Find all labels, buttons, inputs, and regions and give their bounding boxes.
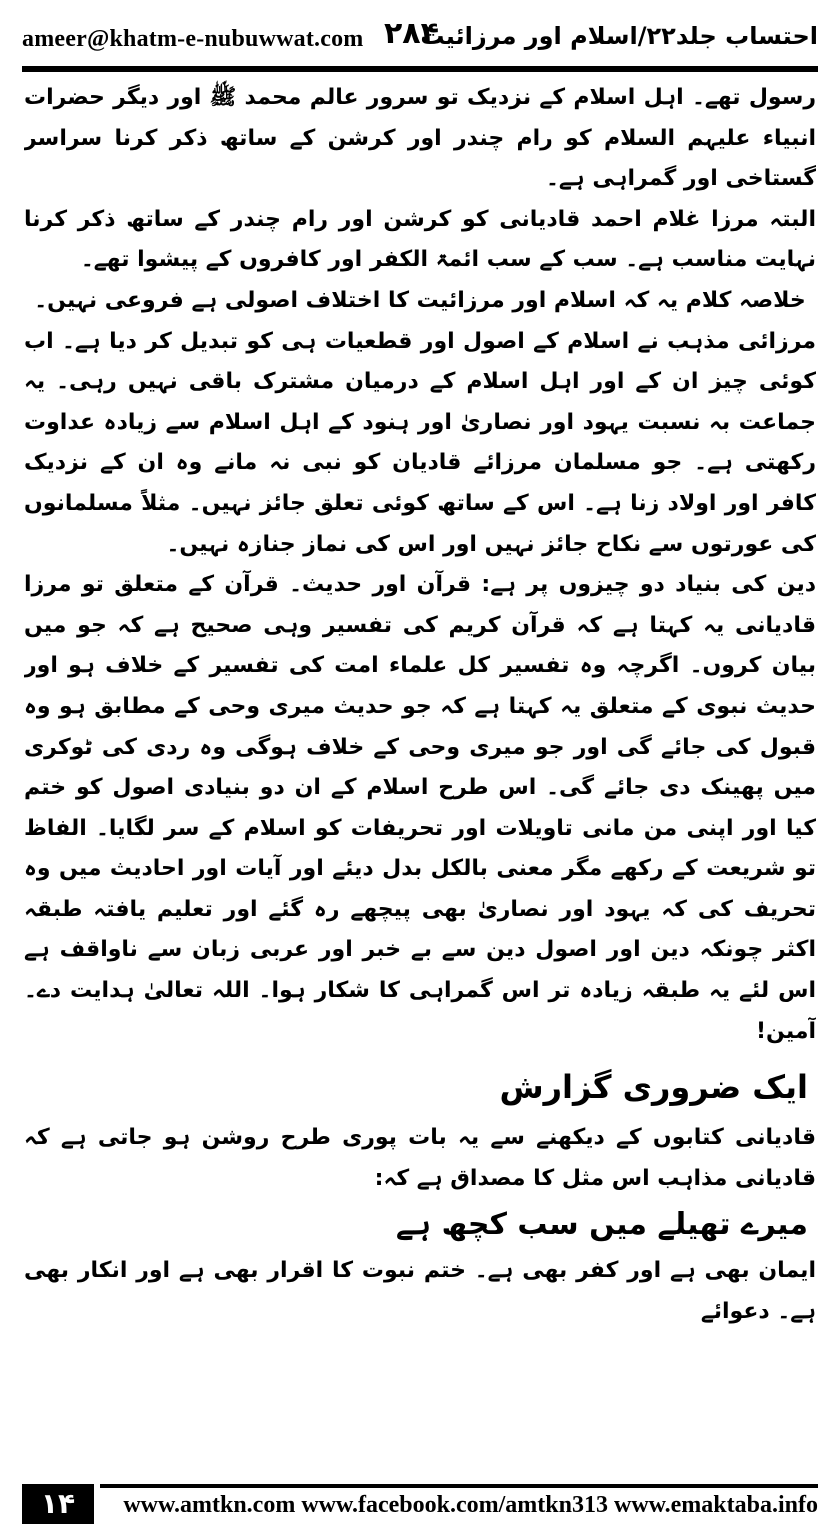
body-paragraph: مرزائی مذہب نے اسلام کے اصول اور قطعیات ہی کو تبدیل کر دیا ہے۔ اب کوئی چیز ان کے اور اہل اسلام کے درمیان مشترک باقی نہیں رہی۔ یہ جماعت بہ نسبت یہود اور نصاریٰ اور ہنود کے اہل اسلام سے زیادہ عداوت رکھتی ہے۔ جو مسلمان مرزائے قادیان کو نبی نہ مانے وہ ان کے نزدیک کافر اور اولاد زنا ہے۔ اس کے ساتھ کوئی تعلق جائز نہیں۔ مثلاً مسلمانوں کی عورتوں سے نکاح جائز نہیں اور اس کی نماز جنازہ نہیں۔ [24,328,816,557]
page-header [22,14,818,64]
closing-paragraph: ایمان بھی ہے اور کفر بھی ہے۔ ختم نبوت کا اقرار بھی ہے اور انکار بھی ہے۔ دعوائے [24,1258,816,1325]
footer-page-number: ۱۴ [22,1484,94,1524]
footer-links: www.amtkn.com www.facebook.com/amtkn313 www.emaktaba.info [123,1492,818,1518]
section-paragraph: قادیانی کتابوں کے دیکھنے سے یہ بات پوری طرح روشن ہو جاتی ہے کہ قادیانی مذاہب اس مثل کا مصداق ہے کہ: [24,1125,816,1191]
page-footer [22,1484,818,1526]
header-rule [22,66,818,72]
body-paragraph: البتہ مرزا غلام احمد قادیانی کو کرشن اور رام چندر کے ساتھ ذکر کرنا نہایت مناسب ہے۔ سب کے سب ائمۃ الکفر اور کافروں کے پیشوا تھے۔ [24,206,816,273]
summary-line: خلاصہ کلام یہ کہ اسلام اور مرزائیت کا اختلاف اصولی ہے فروعی نہیں۔ [34,287,806,313]
body-paragraph: رسول تھے۔ اہل اسلام کے نزدیک تو سرور عالم محمد ﷺ اور دیگر حضرات انبیاء علیہم السلام کو رام چندر اور کرشن کے ساتھ ذکر کرنا سراسر گستاخی اور گمراہی ہے۔ [24,85,816,192]
header-book-title: احتساب جلد۲۲/اسلام اور مرزائیت [420,22,818,50]
header-email: ameer@khatm-e-nubuwwat.com [22,26,364,52]
body-paragraph: دین کی بنیاد دو چیزوں پر ہے: قرآن اور حدیث۔ قرآن کے متعلق تو مرزا قادیانی یہ کہتا ہے کہ قرآن کریم کی تفسیر وہی صحیح ہے کہ جو میں بیان کروں۔ اگرچہ وہ تفسیر کل علماء امت کی تفسیر کے خلاف ہو اور حدیث نبوی کے متعلق یہ کہتا ہے کہ جو حدیث میری وحی کے مطابق ہو وہ قبول کی جائے گی اور جو میری وحی کے خلاف ہوگی وہ ردی کی ٹوکری میں پھینک دی جائے گی۔ اس طرح اسلام کے ان دو بنیادی اصول کو ختم کیا اور اپنی من مانی تاویلات اور تحریفات کو اسلام کے سر لگایا۔ الفاظ تو شریعت کے رکھے مگر معنی بالکل بدل دیئے اور آیات اور احادیث میں وہ تحریف کی کہ یہود اور نصاریٰ بھی پیچھے رہ گئے اور تعلیم یافتہ طبقہ اکثر چونکہ دین اور اصول دین سے بے خبر اور عربی زبان سے ناواقف ہے اس لئے یہ طبقہ زیادہ تر اس گمراہی کا شکار ہوا۔ اللہ تعالیٰ ہدایت دے۔ آمین! [24,572,816,1044]
proverb-line: میرے تھیلے میں سب کچھ ہے [395,1207,808,1243]
footer-rule [100,1484,818,1488]
section-heading: ایک ضروری گزارش [499,1068,808,1107]
header-page-number: ۲۸۴ [384,16,439,51]
page-body [24,78,816,1466]
